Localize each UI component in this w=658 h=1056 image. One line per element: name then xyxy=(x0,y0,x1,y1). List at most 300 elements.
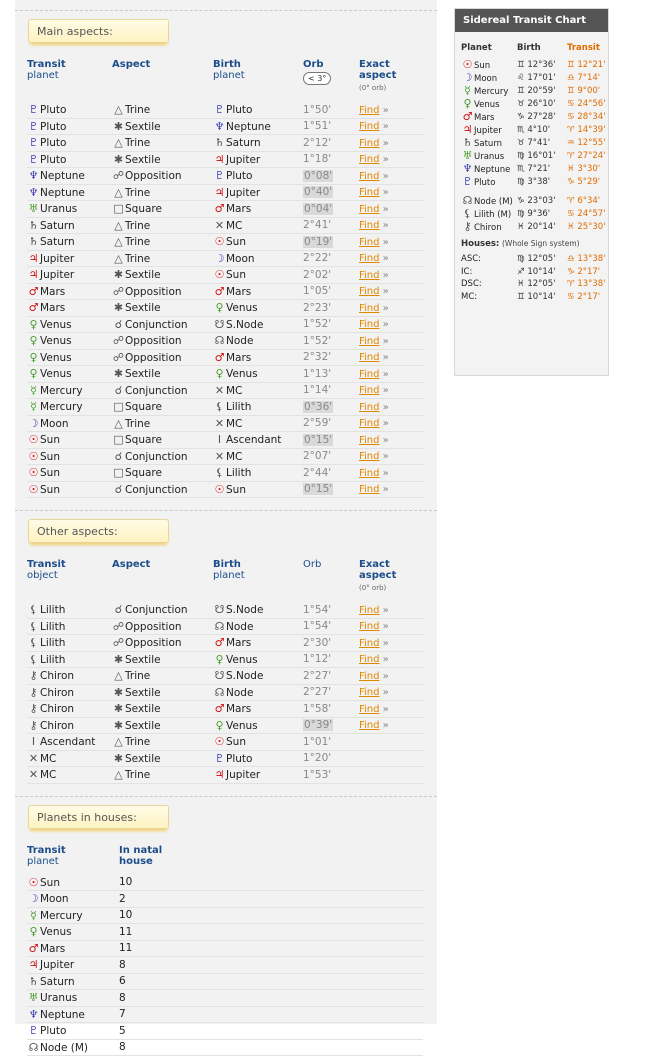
find-link[interactable]: Find xyxy=(359,237,380,248)
find-link[interactable]: Find xyxy=(359,468,380,479)
orb-value: 1°54' xyxy=(303,604,331,616)
planet-glyph-icon: ☉ xyxy=(213,483,226,496)
transit-name: Pluto xyxy=(40,137,66,149)
aspect-name: Square xyxy=(125,467,162,479)
transit-position: ♋ 28°34' xyxy=(567,110,606,123)
aspect-name: Sextile xyxy=(125,302,161,314)
aspect-name: Opposition xyxy=(125,170,182,182)
planet-glyph-icon: ☊ xyxy=(461,194,474,207)
chevron-right-icon: » xyxy=(380,605,389,616)
table-row xyxy=(27,118,423,135)
table-row xyxy=(27,875,423,891)
aspect-glyph-icon: ☍ xyxy=(112,169,125,182)
aspect-name: Trine xyxy=(125,104,150,116)
birth-position: ♏ 7°21' xyxy=(517,162,567,175)
orb-value: 1°13' xyxy=(303,368,331,380)
birth-name: Sun xyxy=(226,236,246,248)
planet-glyph-icon: ☿ xyxy=(27,384,40,397)
planet-glyph-icon: ☊ xyxy=(213,334,226,347)
find-link[interactable]: Find xyxy=(359,319,380,330)
planet-glyph-icon: ♂ xyxy=(27,285,40,298)
orb-value: 1°01' xyxy=(303,736,331,748)
aspect-glyph-icon: ✱ xyxy=(112,686,125,699)
list-item xyxy=(461,253,606,266)
birth-position: ♑ 27°28' xyxy=(517,110,567,123)
planet-name: Mars xyxy=(40,943,65,955)
find-link[interactable]: Find xyxy=(359,720,380,731)
main-aspects-header xyxy=(15,10,437,49)
planet-name: Chiron xyxy=(474,223,502,233)
orb-value: 2°02' xyxy=(303,269,331,281)
chevron-right-icon: » xyxy=(380,720,389,731)
aspect-glyph-icon: △ xyxy=(112,186,125,199)
table-row xyxy=(27,250,423,267)
aspect-glyph-icon: △ xyxy=(112,735,125,748)
birth-position: ♊ 12°36' xyxy=(517,58,567,71)
aspect-glyph-icon: ✱ xyxy=(112,301,125,314)
planet-name: Neptune xyxy=(474,165,510,175)
chevron-right-icon: » xyxy=(380,704,389,715)
aspect-glyph-icon: ✱ xyxy=(112,702,125,715)
transit-name: Sun xyxy=(40,467,60,479)
table-row xyxy=(27,448,423,465)
table-row xyxy=(27,767,423,784)
birth-name: Venus xyxy=(226,302,258,314)
planet-glyph-icon: ♇ xyxy=(27,153,40,166)
house-label: IC: xyxy=(461,266,517,279)
planet-glyph-icon: ♇ xyxy=(213,752,226,765)
orb-value: 1°52' xyxy=(303,318,331,330)
aspect-name: Opposition xyxy=(125,621,182,633)
aspect-glyph-icon: ☌ xyxy=(112,483,125,496)
table-row xyxy=(27,217,423,234)
birth-name: Venus xyxy=(226,368,258,380)
orb-value: 0°04' xyxy=(303,203,333,215)
planet-name: Pluto xyxy=(474,178,495,188)
house-number: 7 xyxy=(119,1006,423,1023)
table-row xyxy=(27,701,423,718)
find-link[interactable]: Find xyxy=(359,204,380,215)
chevron-right-icon: » xyxy=(380,687,389,698)
aspect-glyph-icon: ✱ xyxy=(112,653,125,666)
find-link[interactable]: Find xyxy=(359,484,380,495)
house-number: 8 xyxy=(119,957,423,974)
transit-position: ♓ 25°30' xyxy=(567,220,606,233)
planet-glyph-icon: ☿ xyxy=(27,909,40,922)
planet-glyph-icon: ♃ xyxy=(27,268,40,281)
birth-name: Saturn xyxy=(226,137,261,149)
birth-position: ♑ 23°03' xyxy=(517,194,567,207)
transit-name: Lilith xyxy=(40,604,65,616)
aspect-name: Opposition xyxy=(125,637,182,649)
list-item xyxy=(461,266,606,279)
planet-glyph-icon: ♂ xyxy=(27,301,40,314)
birth-name: MC xyxy=(226,451,242,463)
transit-position: ♋ 2°17' xyxy=(567,291,606,304)
find-link[interactable]: Find xyxy=(359,671,380,682)
birth-name: S.Node xyxy=(226,604,263,616)
orb-value: 2°12' xyxy=(303,137,331,149)
birth-position: ♉ 7°41' xyxy=(517,136,567,149)
aspect-name: Trine xyxy=(125,220,150,232)
planet-glyph-icon: ♅ xyxy=(461,149,474,162)
list-item xyxy=(461,175,606,188)
planet-glyph-icon: ♇ xyxy=(27,1024,40,1037)
planet-glyph-icon: ⚷ xyxy=(27,702,40,715)
birth-name: Node xyxy=(226,687,253,699)
planet-name: Sun xyxy=(40,877,60,889)
find-link[interactable]: Find xyxy=(359,402,380,413)
birth-name: Venus xyxy=(226,654,258,666)
orb-select[interactable]: < 3° xyxy=(303,72,331,85)
orb-value: 2°27' xyxy=(303,670,331,682)
table-row xyxy=(27,957,423,974)
find-link[interactable]: Find xyxy=(359,253,380,264)
orb-value: 2°27' xyxy=(303,686,331,698)
planet-glyph-icon: ☿ xyxy=(461,84,474,97)
planet-name: Mercury xyxy=(474,87,508,97)
find-link[interactable]: Find xyxy=(359,369,380,380)
orb-value: 0°15' xyxy=(303,483,333,495)
birth-name: Venus xyxy=(226,720,258,732)
house-label: DSC: xyxy=(461,278,517,291)
aspect-name: Sextile xyxy=(125,368,161,380)
planet-glyph-icon: ♇ xyxy=(27,103,40,116)
birth-name: Node xyxy=(226,621,253,633)
table-row xyxy=(27,349,423,366)
aspect-glyph-icon: △ xyxy=(112,417,125,430)
birth-name: Sun xyxy=(226,736,246,748)
chevron-right-icon: » xyxy=(380,369,389,380)
planet-glyph-icon: ☋ xyxy=(213,669,226,682)
transit-name: Venus xyxy=(40,335,72,347)
chevron-right-icon: » xyxy=(380,204,389,215)
transit-name: Sun xyxy=(40,434,60,446)
find-link[interactable]: Find xyxy=(359,418,380,429)
planet-glyph-icon: ♇ xyxy=(213,103,226,116)
birth-name: Jupiter xyxy=(226,187,260,199)
chevron-right-icon: » xyxy=(380,270,389,281)
planet-glyph-icon: ♇ xyxy=(27,120,40,133)
aspect-name: Sextile xyxy=(125,703,161,715)
transit-position: ♊ 9°00' xyxy=(567,84,606,97)
aspect-name: Sextile xyxy=(125,687,161,699)
section-tab: Other aspects: xyxy=(28,519,169,543)
houses-header xyxy=(15,796,437,835)
list-item xyxy=(461,110,606,123)
chevron-right-icon: » xyxy=(380,385,389,396)
find-link[interactable]: Find xyxy=(359,385,380,396)
transit-position: ♎ 13°38' xyxy=(567,253,606,266)
planet-glyph-icon: ☉ xyxy=(213,235,226,248)
find-link[interactable]: Find xyxy=(359,286,380,297)
planet-glyph-icon: ♄ xyxy=(27,219,40,232)
planet-name: Jupiter xyxy=(474,126,502,136)
birth-name: Pluto xyxy=(226,104,252,116)
transit-name: Pluto xyxy=(40,154,66,166)
find-link[interactable]: Find xyxy=(359,654,380,665)
list-item xyxy=(461,58,606,71)
planet-glyph-icon: ☉ xyxy=(213,735,226,748)
orb-value: 0°15' xyxy=(303,434,333,446)
transit-name: Venus xyxy=(40,352,72,364)
list-item xyxy=(461,278,606,291)
find-link[interactable]: Find xyxy=(359,220,380,231)
birth-position: ♍ 3°38' xyxy=(517,175,567,188)
birth-position: ♉ 26°10' xyxy=(517,97,567,110)
orb-value: 2°30' xyxy=(303,637,331,649)
aspect-name: Sextile xyxy=(125,154,161,166)
birth-name: Lilith xyxy=(226,467,251,479)
find-link[interactable]: Find xyxy=(359,704,380,715)
planet-glyph-icon: ☊ xyxy=(213,686,226,699)
other-aspects-table xyxy=(27,559,423,784)
planet-glyph-icon: ✕ xyxy=(27,752,40,765)
table-row xyxy=(27,382,423,399)
transit-position: ♓ 3°30' xyxy=(567,162,606,175)
find-link[interactable]: Find xyxy=(359,105,380,116)
birth-name: Sun xyxy=(226,484,246,496)
find-link[interactable]: Find xyxy=(359,352,380,363)
transit-name: Chiron xyxy=(40,720,74,732)
aspect-glyph-icon: ☌ xyxy=(112,318,125,331)
planet-name: Lilith (M) xyxy=(474,210,511,220)
birth-position: ♍ 12°05' xyxy=(517,253,567,266)
planet-glyph-icon: ☊ xyxy=(213,620,226,633)
birth-name: Jupiter xyxy=(226,769,260,781)
find-link[interactable]: Find xyxy=(359,303,380,314)
table-row xyxy=(27,465,423,482)
aspect-name: Sextile xyxy=(125,753,161,765)
orb-value: 1°14' xyxy=(303,384,331,396)
chevron-right-icon: » xyxy=(380,402,389,413)
planet-glyph-icon: ♀ xyxy=(461,97,474,110)
planet-glyph-icon: ♆ xyxy=(461,162,474,175)
aspect-glyph-icon: ✱ xyxy=(112,153,125,166)
aspect-name: Square xyxy=(125,401,162,413)
birth-name: MC xyxy=(226,385,242,397)
planet-glyph-icon: ⚷ xyxy=(27,719,40,732)
aspect-name: Conjunction xyxy=(125,484,188,496)
table-row xyxy=(27,201,423,218)
find-link[interactable]: Find xyxy=(359,270,380,281)
aspect-name: Opposition xyxy=(125,335,182,347)
birth-name: Pluto xyxy=(226,753,252,765)
transit-position: ♈ 13°38' xyxy=(567,278,606,291)
birth-name: Ascendant xyxy=(226,434,281,446)
birth-name: Mars xyxy=(226,703,251,715)
planet-glyph-icon: ✕ xyxy=(27,768,40,781)
transit-name: Jupiter xyxy=(40,269,74,281)
planet-glyph-icon: ♅ xyxy=(27,991,40,1004)
transit-position: ♋ 24°57' xyxy=(567,207,606,220)
orb-value: 1°50' xyxy=(303,104,331,116)
transit-name: MC xyxy=(40,753,56,765)
house-number: 2 xyxy=(119,891,423,908)
find-link[interactable]: Find xyxy=(359,187,380,198)
table-row xyxy=(27,651,423,668)
main-content xyxy=(15,0,437,1024)
planet-glyph-icon: ♀ xyxy=(27,318,40,331)
chevron-right-icon: » xyxy=(380,105,389,116)
chevron-right-icon: » xyxy=(380,303,389,314)
find-link[interactable]: Find xyxy=(359,605,380,616)
birth-position: ♊ 20°59' xyxy=(517,84,567,97)
section-tab: Planets in houses: xyxy=(28,805,169,829)
find-link[interactable]: Find xyxy=(359,171,380,182)
birth-name: S.Node xyxy=(226,670,263,682)
transit-position: ♈ 6°34' xyxy=(567,194,606,207)
house-number: 5 xyxy=(119,1023,423,1040)
find-link[interactable]: Find xyxy=(359,638,380,649)
planet-glyph-icon: Ι xyxy=(213,433,226,446)
chevron-right-icon: » xyxy=(380,654,389,665)
planet-glyph-icon: ♀ xyxy=(213,653,226,666)
aspect-name: Opposition xyxy=(125,286,182,298)
chevron-right-icon: » xyxy=(380,451,389,462)
table-row xyxy=(27,750,423,767)
transit-name: Lilith xyxy=(40,637,65,649)
chevron-right-icon: » xyxy=(380,154,389,165)
chevron-right-icon: » xyxy=(380,621,389,632)
transit-name: Sun xyxy=(40,451,60,463)
table-row xyxy=(27,602,423,618)
planet-glyph-icon: ☋ xyxy=(213,318,226,331)
transit-name: MC xyxy=(40,769,56,781)
house-number: 11 xyxy=(119,924,423,941)
transit-name: Pluto xyxy=(40,104,66,116)
planet-glyph-icon: ☊ xyxy=(27,1041,40,1054)
aspect-glyph-icon: △ xyxy=(112,219,125,232)
planet-name: Mercury xyxy=(40,910,83,922)
house-number: 8 xyxy=(119,990,423,1007)
orb-value: 2°32' xyxy=(303,351,331,363)
birth-name: Mars xyxy=(226,637,251,649)
planet-glyph-icon: ♂ xyxy=(213,285,226,298)
planet-glyph-icon: ♆ xyxy=(27,169,40,182)
planet-glyph-icon: ♃ xyxy=(213,186,226,199)
orb-value: 0°39' xyxy=(303,719,333,731)
birth-name: S.Node xyxy=(226,319,263,331)
table-row xyxy=(27,891,423,908)
planet-glyph-icon: ♄ xyxy=(461,136,474,149)
planet-glyph-icon: ⚸ xyxy=(27,653,40,666)
house-label: MC: xyxy=(461,291,517,304)
aspect-glyph-icon: ☌ xyxy=(112,450,125,463)
find-link[interactable]: Find xyxy=(359,138,380,149)
transit-position: ♑ 5°29' xyxy=(567,175,606,188)
find-link[interactable]: Find xyxy=(359,451,380,462)
transit-position: ♈ 27°24' xyxy=(567,149,606,162)
planet-glyph-icon: ♆ xyxy=(27,1008,40,1021)
planet-glyph-icon: ☽ xyxy=(461,71,474,84)
main-aspects-table xyxy=(27,59,423,498)
orb-value: 1°51' xyxy=(303,120,331,132)
orb-value: 1°58' xyxy=(303,703,331,715)
aspect-name: Sextile xyxy=(125,121,161,133)
orb-value: 2°41' xyxy=(303,219,331,231)
planet-glyph-icon: ♄ xyxy=(213,136,226,149)
section-tab: Main aspects: xyxy=(28,19,169,43)
planet-glyph-icon: ☉ xyxy=(27,876,40,889)
table-row xyxy=(27,734,423,751)
planet-glyph-icon: ☉ xyxy=(461,58,474,71)
list-item xyxy=(461,71,606,84)
planet-name: Moon xyxy=(474,74,497,84)
planet-glyph-icon: ⚸ xyxy=(213,466,226,479)
transit-name: Moon xyxy=(40,418,69,430)
planet-glyph-icon: ✕ xyxy=(213,219,226,232)
find-link[interactable]: Find xyxy=(359,435,380,446)
table-row xyxy=(27,184,423,201)
transit-name: Mars xyxy=(40,286,65,298)
aspect-glyph-icon: ✱ xyxy=(112,268,125,281)
chevron-right-icon: » xyxy=(380,671,389,682)
list-item xyxy=(461,220,606,233)
planet-glyph-icon: ♂ xyxy=(213,202,226,215)
list-item xyxy=(461,207,606,220)
aspect-glyph-icon: ☌ xyxy=(112,384,125,397)
aspect-name: Trine xyxy=(125,670,150,682)
transit-name: Lilith xyxy=(40,621,65,633)
transit-position: ♒ 12°55' xyxy=(567,136,606,149)
orb-value: 1°20' xyxy=(303,752,331,764)
planet-glyph-icon: ⚸ xyxy=(27,603,40,616)
aspect-glyph-icon: △ xyxy=(112,768,125,781)
planet-name: Venus xyxy=(474,100,500,110)
table-row xyxy=(27,300,423,317)
find-link[interactable]: Find xyxy=(359,121,380,132)
find-link[interactable]: Find xyxy=(359,687,380,698)
house-number: 10 xyxy=(119,907,423,924)
aspect-name: Trine xyxy=(125,236,150,248)
planet-name: Sun xyxy=(474,61,490,71)
houses-table xyxy=(461,253,606,303)
aspect-name: Conjunction xyxy=(125,604,188,616)
aspect-glyph-icon: ☍ xyxy=(112,351,125,364)
house-number: 11 xyxy=(119,940,423,957)
aspect-glyph-icon: ✱ xyxy=(112,367,125,380)
planet-glyph-icon: ☋ xyxy=(213,603,226,616)
transit-position: ♋ 24°56' xyxy=(567,97,606,110)
birth-position: ♍ 9°36' xyxy=(517,207,567,220)
transit-position: ♈ 14°39' xyxy=(567,123,606,136)
orb-value: 1°12' xyxy=(303,653,331,665)
orb-value: 2°23' xyxy=(303,302,331,314)
planet-glyph-icon: ⚸ xyxy=(213,400,226,413)
list-item xyxy=(461,194,606,207)
table-row xyxy=(27,234,423,251)
orb-value: 0°19' xyxy=(303,236,333,248)
planet-glyph-icon: ♄ xyxy=(27,235,40,248)
aspect-name: Square xyxy=(125,203,162,215)
birth-position: ♊ 10°14' xyxy=(517,291,567,304)
planet-glyph-icon: ♃ xyxy=(27,958,40,971)
panel-title: Sidereal Transit Chart xyxy=(455,9,608,32)
find-link[interactable]: Find xyxy=(359,336,380,347)
planet-glyph-icon: ♃ xyxy=(213,153,226,166)
aspect-glyph-icon: □ xyxy=(112,466,125,479)
find-link[interactable]: Find xyxy=(359,154,380,165)
aspect-glyph-icon: ☌ xyxy=(112,603,125,616)
transit-name: Neptune xyxy=(40,170,85,182)
find-link[interactable]: Find xyxy=(359,621,380,632)
planet-glyph-icon: ♂ xyxy=(213,636,226,649)
planet-glyph-icon: ☉ xyxy=(27,433,40,446)
table-row xyxy=(27,618,423,635)
aspect-name: Sextile xyxy=(125,654,161,666)
list-item xyxy=(461,149,606,162)
